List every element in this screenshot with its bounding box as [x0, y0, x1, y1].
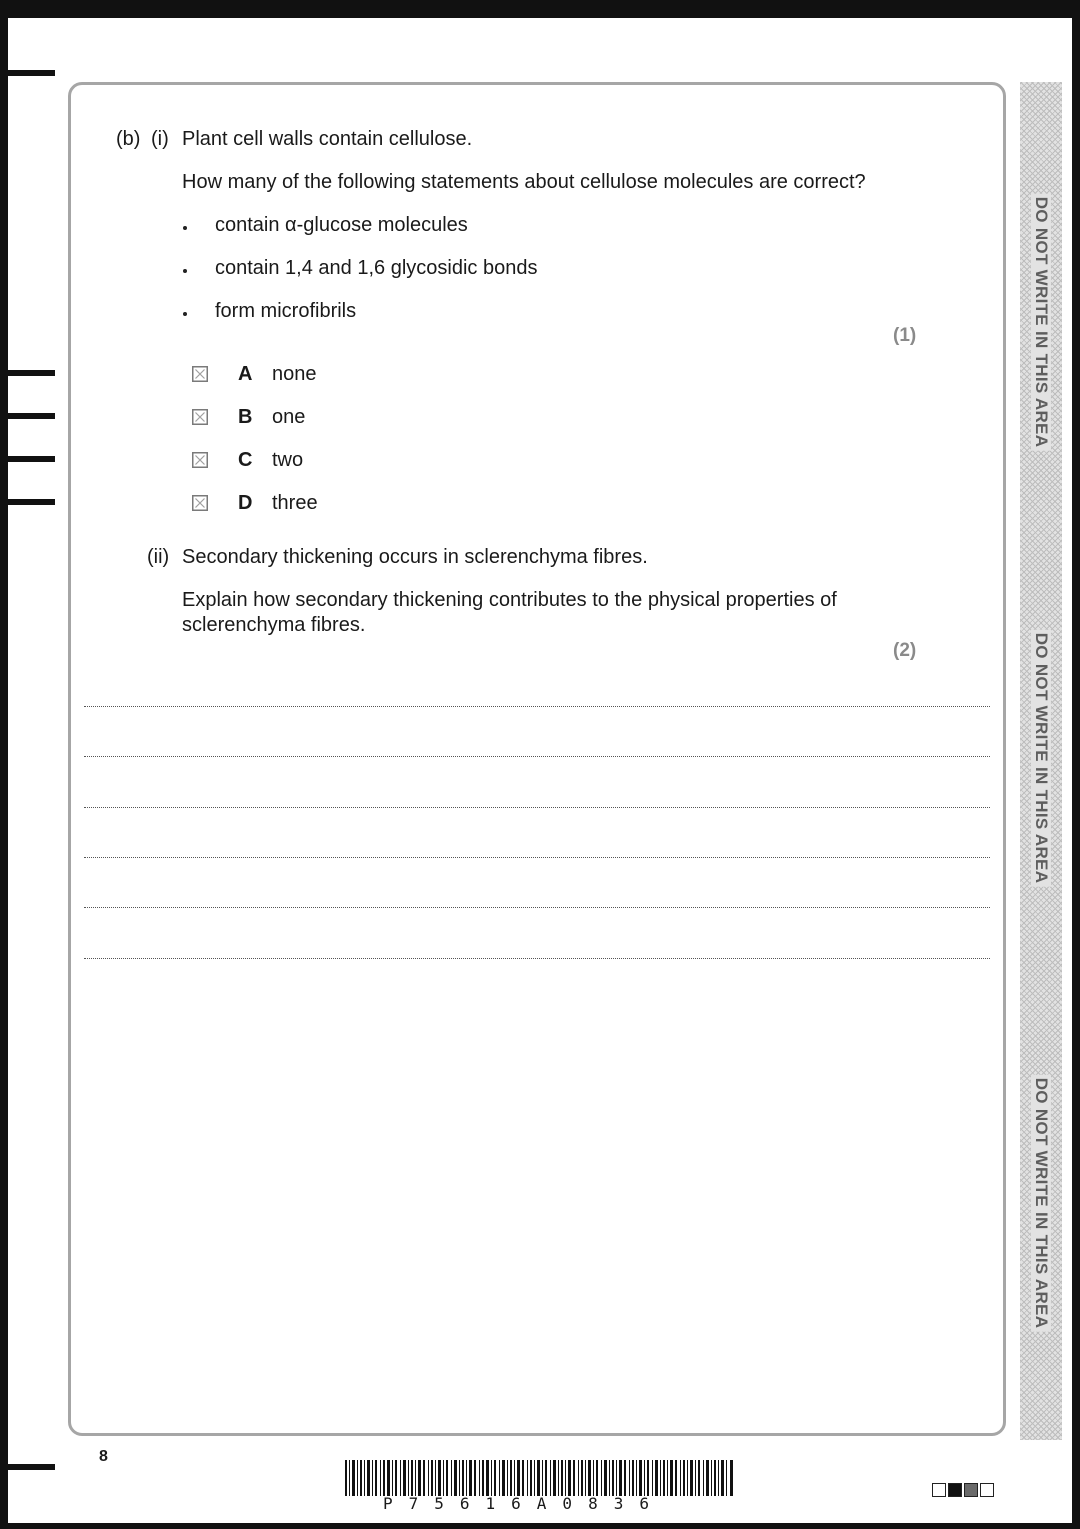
page-border-bottom	[0, 1523, 1080, 1529]
part-ii-statement: Secondary thickening occurs in sclerenchyma fibres.	[182, 546, 648, 568]
registration-mark	[8, 413, 55, 419]
option-c-letter: C	[238, 449, 253, 471]
barcode-number: P75616A0836	[383, 1494, 665, 1513]
question-prompt: How many of the following statements about cellulose molecules are correct?	[182, 171, 866, 193]
bullet-dot	[183, 312, 187, 316]
registration-mark	[8, 456, 55, 462]
answer-line[interactable]	[84, 857, 990, 858]
page-border-top	[0, 0, 1080, 18]
do-not-write-label: DO NOT WRITE IN THIS AREA	[1031, 630, 1051, 887]
answer-line[interactable]	[84, 807, 990, 808]
option-c-checkbox[interactable]	[192, 452, 208, 468]
option-a-text: none	[272, 363, 317, 385]
option-a-checkbox[interactable]	[192, 366, 208, 382]
option-a-letter: A	[238, 363, 253, 385]
page-marker-square	[932, 1483, 946, 1497]
option-d-checkbox[interactable]	[192, 495, 208, 511]
registration-mark	[8, 370, 55, 376]
part-ii-prompt-continued: sclerenchyma fibres.	[182, 614, 366, 636]
option-c-text: two	[272, 449, 304, 471]
page-border-right	[1072, 0, 1080, 1529]
option-b-letter: B	[238, 406, 253, 428]
registration-mark	[8, 499, 55, 505]
do-not-write-label: DO NOT WRITE IN THIS AREA	[1031, 1075, 1051, 1332]
option-b-text: one	[272, 406, 306, 428]
marks-indicator: (1)	[893, 325, 917, 346]
barcode	[345, 1460, 733, 1496]
registration-mark	[8, 70, 55, 76]
option-d-letter: D	[238, 492, 253, 514]
option-d-text: three	[272, 492, 318, 514]
page-marker-square	[948, 1483, 962, 1497]
page-marker-square	[980, 1483, 994, 1497]
answer-line[interactable]	[84, 907, 990, 908]
answer-line[interactable]	[84, 706, 990, 707]
part-b-label: (b)	[116, 128, 141, 150]
bullet-dot	[183, 269, 187, 273]
border-notch	[1036, 18, 1072, 22]
registration-mark	[8, 1464, 55, 1470]
page-marker-square	[964, 1483, 978, 1497]
part-ii-label: (ii)	[147, 546, 170, 568]
answer-line[interactable]	[84, 756, 990, 757]
answer-area-panel	[68, 82, 1006, 1436]
part-i-label: (i)	[151, 128, 169, 150]
bullet-item: contain 1,4 and 1,6 glycosidic bonds	[215, 257, 538, 279]
part-ii-prompt: Explain how secondary thickening contributes to the physical properties of	[182, 589, 837, 611]
page-number: 8	[99, 1448, 108, 1465]
option-b-checkbox[interactable]	[192, 409, 208, 425]
do-not-write-label: DO NOT WRITE IN THIS AREA	[1031, 194, 1051, 451]
marks-indicator: (2)	[893, 640, 917, 661]
question-statement: Plant cell walls contain cellulose.	[182, 128, 473, 150]
bullet-item: contain α-glucose molecules	[215, 214, 468, 236]
bullet-dot	[183, 226, 187, 230]
answer-line[interactable]	[84, 958, 990, 959]
bullet-item: form microfibrils	[215, 300, 357, 322]
page-border-left	[0, 0, 8, 1529]
